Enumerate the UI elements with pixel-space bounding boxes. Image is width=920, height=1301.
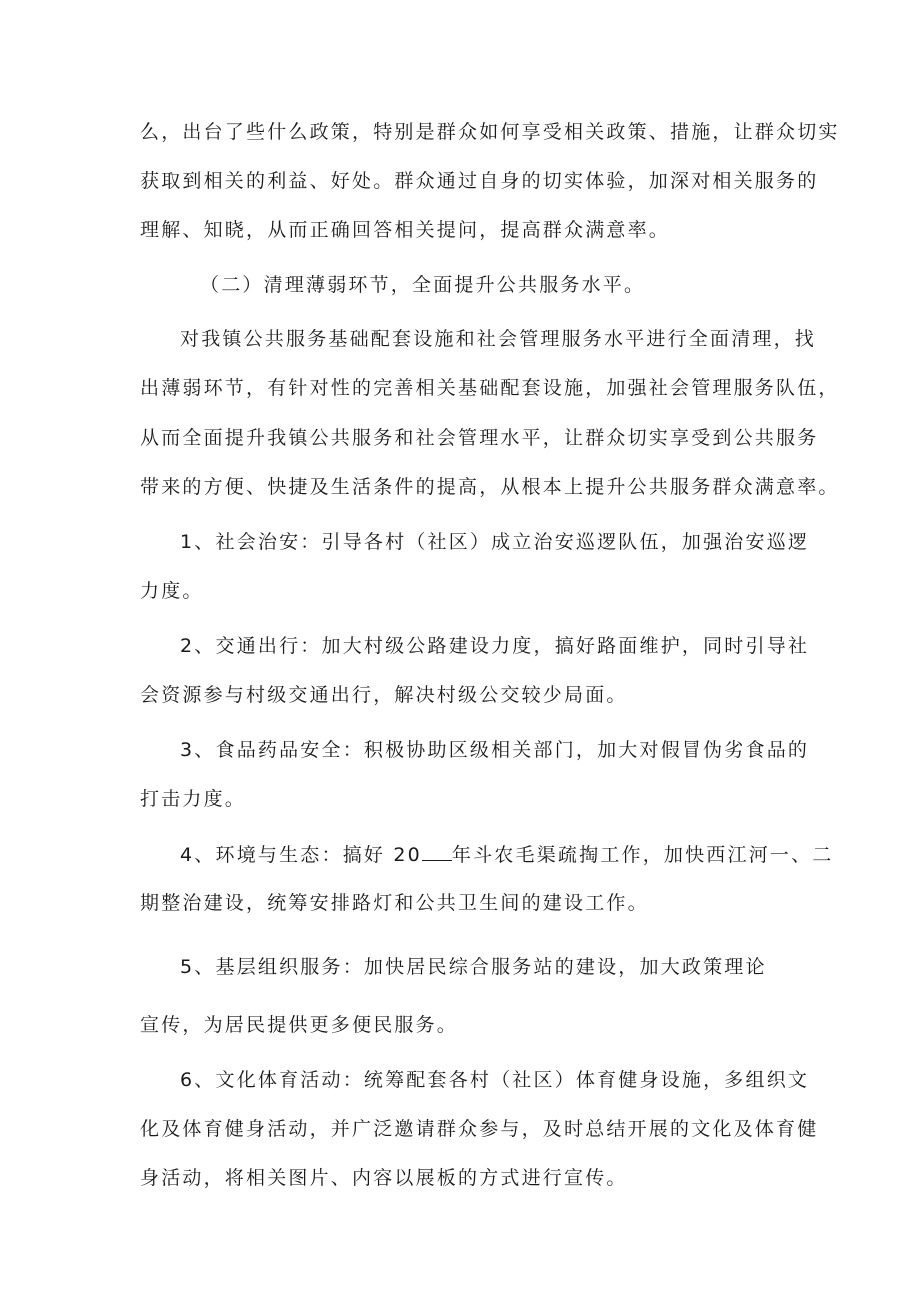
item-6-line-3: 身活动，将相关图片、内容以展板的方式进行宣传。 [140, 1167, 628, 1189]
item-4-line-2: 期整治建设，统筹安排路灯和公共卫生间的建设工作。 [140, 892, 649, 914]
item-5-line-2: 宣传，为居民提供更多便民服务。 [140, 1014, 459, 1036]
item-1-line-2: 力度。 [140, 580, 204, 602]
item-1-line-1: 1、社会治安：引导各村（社区）成立治安巡逻队伍，加强治安巡逻 [180, 531, 810, 553]
item-4-line-1 [180, 842, 834, 867]
item-2-line-1: 2、交通出行：加大村级公路建设力度，搞好路面维护，同时引导社 [180, 635, 810, 657]
item-3-line-1: 3、食品药品安全：积极协助区级相关部门，加大对假冒伪劣食品的 [180, 739, 810, 761]
paragraph-2-line-4: 带来的方便、快捷及生活条件的提高，从根本上提升公共服务群众满意率。 [140, 476, 840, 498]
blank-underline [422, 842, 452, 861]
paragraph-1-line-3: 理解、知晓，从而正确回答相关提问，提高群众满意率。 [140, 219, 671, 241]
item-4-line-1-part-b: 年斗农毛渠疏掏工作，加快西江河一、二 [451, 844, 834, 866]
section-heading-2: （二）清理薄弱环节，全面提升公共服务水平。 [200, 274, 646, 296]
item-4-line-1-part-a: 4、环境与生态：搞好 20 [180, 844, 422, 866]
paragraph-1-line-2: 获取到相关的利益、好处。群众通过自身的切实体验，加深对相关服务的 [140, 170, 819, 192]
item-6-line-1: 6、文化体育活动：统筹配套各村（社区）体育健身设施，多组织文 [180, 1069, 810, 1091]
paragraph-2-line-1: 对我镇公共服务基础配套设施和社会管理服务水平进行全面清理，找 [180, 328, 817, 350]
item-6-line-2: 化及体育健身活动，并广泛邀请群众参与，及时总结开展的文化及体育健 [140, 1118, 819, 1140]
item-5-line-1: 5、基层组织服务：加快居民综合服务站的建设，加大政策理论 [180, 956, 767, 978]
paragraph-1-line-1: 么，出台了些什么政策，特别是群众如何享受相关政策、措施，让群众切实 [140, 121, 840, 143]
paragraph-2-line-3: 从而全面提升我镇公共服务和社会管理水平，让群众切实享受到公共服务 [140, 427, 819, 449]
paragraph-2-line-2: 出薄弱环节，有针对性的完善相关基础配套设施，加强社会管理服务队伍， [140, 377, 840, 399]
item-3-line-2: 打击力度。 [140, 788, 247, 810]
item-2-line-2: 会资源参与村级交通出行，解决村级公交较少局面。 [140, 684, 628, 706]
